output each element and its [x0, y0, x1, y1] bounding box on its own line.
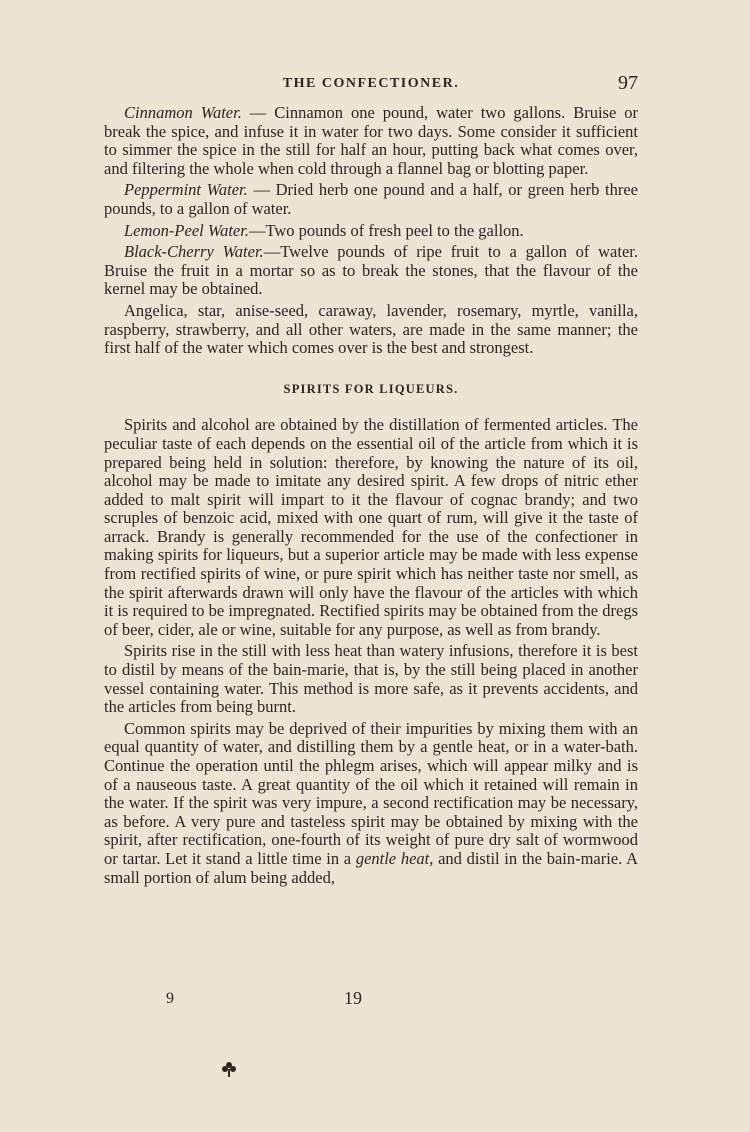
recipe-text: — Dried herb one pound and a half, or green herb three pounds, to a gallon of water. — [104, 180, 638, 218]
signature-number: 19 — [344, 988, 362, 1008]
paragraph-cinnamon-water — [104, 104, 638, 178]
recipe-title: Cinnamon Water. — [124, 103, 242, 122]
paragraph-lemon-peel-water — [104, 222, 638, 241]
italic-phrase: gentle heat, — [355, 848, 434, 868]
page-header — [104, 72, 638, 100]
paragraph-text: Common spirits may be deprived of their impurities by mixing them with an equal quantity of water, and distilling them by a gentle heat, or in a water-bath. Continue the operation until the phlegm arises, which will appear milky and is of a nauseous taste. A great quantity of the oil which it retained will remain in the water. If the spirit was very impure, a second rectification may be necessary, as before. A very pure and tasteless spirit may be obtained by mixing with the spirit, after rectification, one-fourth of its weight of pure dry salt of wormwood or tartar. Let it stand a little time in a — [104, 718, 638, 868]
paragraph-peppermint-water — [104, 181, 638, 218]
recipe-title: Black-Cherry Water. — [124, 242, 264, 262]
fleuron-icon — [220, 1060, 238, 1078]
paragraph-other-waters: Angelica, star, anise-seed, caraway, lavender, rosemary, myrtle, vanilla, raspberry, strawberry, and all other waters, are made in the same manner; the first half of the water which comes over is the best and strongest. — [104, 300, 638, 358]
paragraph-spirits-3 — [104, 720, 638, 887]
paragraph-spirits-1: Spirits and alcohol are obtained by the distillation of fermented articles. The peculiar taste of each depends on the essential oil of the article from which it is prepared being held in solution: therefore, by knowing the nature of its oil, alcohol may be made to imitate any desired spirit. A few drops of nitric ether added to malt spirit will impart to it the flavour of cognac brandy; and two scruples of benzoic acid, mixed with one quart of rum, will give it the taste of arrack. Brandy is generally recommended for the use of the confectioner in making spirits for liqueurs, but a superior article may be made with less expense from rectified spirits of wine, or pure spirit which has neither taste nor smell, as the spirit afterwards drawn will only have the flavour of the articles with which it is required to be impregnated. Rectified spirits may be obtained from the dregs of beer, cider, ale or wine, suitable for any purpose, as well as from brandy. — [104, 415, 638, 639]
signature-mark: 9 — [166, 990, 174, 1007]
running-head: THE CONFECTIONER. — [282, 76, 460, 91]
section-title: SPIRITS FOR LIQUEURS. — [283, 381, 459, 396]
paragraph-text: and distil in the bain-marie. A small portion of alum being added, — [104, 848, 638, 887]
recipe-text: —Twelve pounds of ripe fruit to a gallon of water. Bruise the fruit in a mortar so as to break the stones, that the flavour of the kernel may be obtained. — [104, 242, 638, 299]
recipe-title: Peppermint Water. — [124, 180, 248, 200]
body-text — [104, 104, 638, 887]
page-number: 97 — [618, 72, 638, 94]
recipe-text: —Two pounds of fresh peel to the gallon. — [248, 220, 524, 240]
recipe-text: — Cinnamon one pound, water two gallons. Bruise or break the spice, and infuse it in water for two days. Some consider it sufficient to simmer the spice in the still for half an hour, putting back what comes over, and filtering the whole when cold through a flannel bag or blotting paper. — [104, 103, 638, 178]
paragraph-spirits-2: Spirits rise in the still with less heat than watery infusions, therefore it is best to distil by means of the bain-marie, that is, by the still being placed in another vessel containing water. This method is more safe, as it prevents accidents, and the articles from being burnt. — [104, 641, 638, 717]
paragraph-black-cherry-water — [104, 243, 638, 299]
recipe-title: Lemon-Peel Water. — [124, 220, 249, 240]
